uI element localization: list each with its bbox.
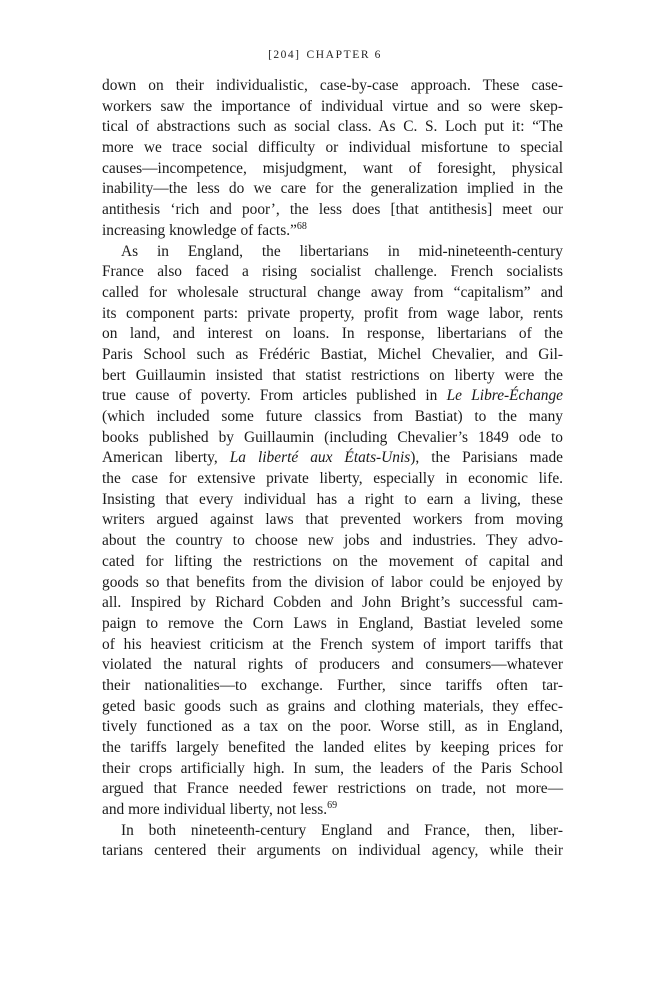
text-line-content: bert Guillaumin insisted that statist restrictions on liberty were the <box>102 366 563 384</box>
text-line <box>102 510 563 531</box>
text-line-tail: ), the Parisians made <box>410 449 563 467</box>
text-line-content: causes—incompetence, misjudgment, want of foresight, physical <box>102 159 563 177</box>
text-line-content: writers argued against laws that prevented workers from moving <box>102 511 563 529</box>
text-line-content: more we trace social difficulty or individual misfortune to special <box>102 139 563 157</box>
text-line-content: on land, and interest on loans. In response, libertarians of the <box>102 325 563 343</box>
text-line-content: goods so that benefits from the division of labor could be enjoyed by <box>102 573 563 591</box>
text-line <box>102 179 563 200</box>
text-line-content: cated for lifting the restrictions on the movement of capital and <box>102 552 563 570</box>
text-line-content: tively functioned as a tax on the poor. Worse still, as in England, <box>102 718 563 736</box>
text-line-content: their nationalities—to exchange. Further, since tariffs often tar- <box>102 676 563 694</box>
text-line <box>102 138 563 159</box>
text-line <box>102 655 563 676</box>
text-line-content: As in England, the libertarians in mid-nineteenth-century <box>121 242 563 260</box>
text-line-content: violated the natural rights of producers and consumers—whatever <box>102 656 563 674</box>
body-text <box>102 76 563 862</box>
chapter-label: CHAPTER 6 <box>306 49 382 61</box>
italic-title: La liberté aux États-Unis <box>229 449 411 467</box>
text-line <box>102 697 563 718</box>
text-line-content: (which included some future classics from Bastiat) to the many <box>102 408 563 425</box>
text-line-content: books published by Guillaumin (including Chevalier’s 1849 ode to <box>102 428 563 446</box>
text-line <box>102 345 563 366</box>
text-line-content: the case for extensive private liberty, especially in economic life. <box>102 470 563 488</box>
text-line <box>102 283 563 304</box>
text-line <box>102 841 563 862</box>
text-line-content: called for wholesale structural change away from “capitalism” and <box>102 283 563 301</box>
text-line <box>102 676 563 697</box>
text-line <box>102 386 563 407</box>
text-line-content: France also faced a rising socialist challenge. French socialists <box>102 263 563 281</box>
footnote-marker: 69 <box>327 799 338 811</box>
text-line-content: of his heaviest criticism at the French system of import tariffs that <box>102 635 563 653</box>
text-line <box>102 490 563 511</box>
text-line-content: workers saw the importance of individual virtue and so were skep- <box>102 97 563 115</box>
text-line <box>102 593 563 614</box>
running-head <box>0 49 650 61</box>
text-line <box>102 428 563 449</box>
text-line-content: argued that France needed fewer restrictions on trade, not more— <box>102 780 563 798</box>
text-line <box>102 717 563 738</box>
text-line <box>102 531 563 552</box>
text-line-content: increasing knowledge of facts.” <box>102 221 297 239</box>
text-line-content: inability—the less do we care for the generalization implied in the <box>102 180 563 198</box>
text-line <box>102 97 563 118</box>
text-line-content: down on their individualistic, case-by-case approach. These case- <box>102 77 563 94</box>
text-line <box>102 779 563 800</box>
text-line <box>102 159 563 180</box>
text-line <box>102 221 563 242</box>
text-line-content: all. Inspired by Richard Cobden and John Bright’s successful cam- <box>102 594 563 612</box>
text-line-content: and more individual liberty, not less. <box>102 801 328 819</box>
text-line-content: the tariffs largely benefited the landed elites by keeping prices for <box>102 739 563 756</box>
text-line <box>102 324 563 345</box>
italic-title: Le Libre-Échange <box>446 387 563 405</box>
text-line <box>102 738 563 759</box>
text-line <box>102 262 563 283</box>
text-line-content: its component parts: private property, profit from wage labor, rents <box>102 304 563 322</box>
text-line-content: true cause of poverty. From articles published in <box>102 387 447 405</box>
text-line <box>102 821 563 842</box>
page-number: [204] <box>268 49 301 61</box>
text-line <box>102 800 563 821</box>
text-line-content: paign to remove the Corn Laws in England, Bastiat leveled some <box>102 614 563 632</box>
text-line <box>102 76 563 97</box>
text-line <box>102 407 563 428</box>
footnote-marker: 68 <box>296 220 307 232</box>
text-line <box>102 242 563 263</box>
text-line-content: about the country to choose new jobs and industries. They advo- <box>102 532 563 550</box>
text-line-content: geted basic goods such as grains and clothing materials, they effec- <box>102 697 563 715</box>
text-line <box>102 635 563 656</box>
text-line-content: Paris School such as Frédéric Bastiat, Michel Chevalier, and Gil- <box>102 345 563 363</box>
text-line <box>102 614 563 635</box>
text-line-content: tarians centered their arguments on individual agency, while their <box>102 842 563 860</box>
text-line <box>102 573 563 594</box>
text-line-content: American liberty, <box>102 449 230 467</box>
text-line <box>102 200 563 221</box>
text-line-content: tical of abstractions such as social class. As C. S. Loch put it: “The <box>102 118 563 136</box>
text-line <box>102 469 563 490</box>
text-line-content: Insisting that every individual has a right to earn a living, these <box>102 490 563 508</box>
text-line <box>102 304 563 325</box>
text-line <box>102 552 563 573</box>
text-line <box>102 448 563 469</box>
text-line <box>102 117 563 138</box>
text-line-content: In both nineteenth-century England and France, then, liber- <box>121 821 563 839</box>
text-line-content: their crops artificially high. In sum, the leaders of the Paris School <box>102 759 563 777</box>
text-line <box>102 759 563 780</box>
text-line <box>102 366 563 387</box>
text-line-content: antithesis ‘rich and poor’, the less does [that antithesis] meet our <box>102 201 563 219</box>
